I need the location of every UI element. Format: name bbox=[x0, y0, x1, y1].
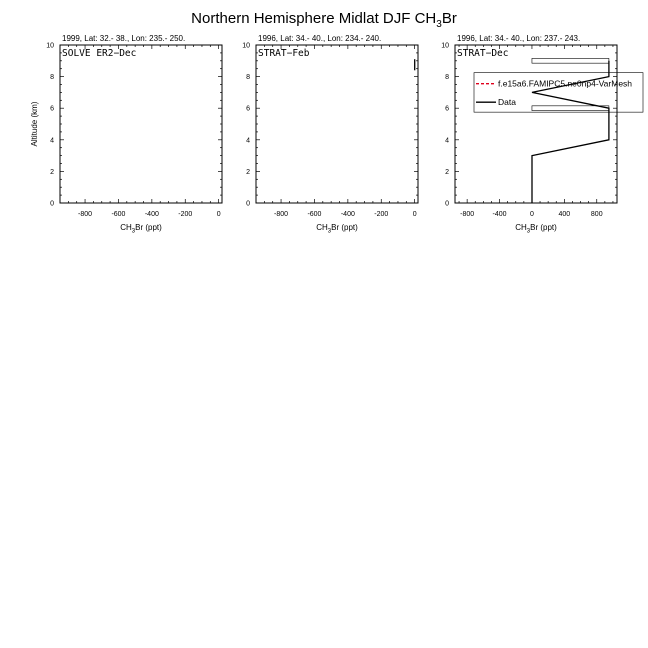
x-tick-label: -600 bbox=[307, 211, 322, 218]
y-tick-label: 8 bbox=[50, 74, 54, 82]
y-tick-label: 4 bbox=[445, 137, 449, 145]
x-tick-label: -400 bbox=[144, 211, 159, 218]
x-tick-label: 0 bbox=[412, 211, 417, 218]
y-tick-label: 8 bbox=[246, 74, 250, 82]
y-tick-label: 2 bbox=[445, 168, 449, 176]
x-tick-label: -800 bbox=[460, 211, 475, 218]
panel-subtitle: 1996, Lat: 34.- 40., Lon: 234.- 240. bbox=[258, 34, 382, 43]
x-axis-label: $CH_3Br$ (ppt) bbox=[316, 223, 358, 235]
panel-title: STRAT−Dec bbox=[457, 48, 509, 59]
y-tick-label: 2 bbox=[50, 168, 54, 176]
x-tick-label: -400 bbox=[492, 211, 507, 218]
x-tick-label: -800 bbox=[274, 211, 289, 218]
x-axis-label: $CH_3Br$ (ppt) bbox=[515, 223, 557, 235]
x-tick-label: -600 bbox=[111, 211, 126, 218]
y-tick-label: 6 bbox=[445, 105, 449, 113]
panel-title: STRAT−Feb bbox=[258, 48, 310, 59]
x-tick-label: 0 bbox=[216, 211, 221, 218]
x-tick-label: 0 bbox=[529, 211, 534, 218]
plot-frame bbox=[60, 45, 222, 203]
legend bbox=[474, 58, 643, 112]
panel-subtitle: 1999, Lat: 32.- 38., Lon: 235.- 250. bbox=[62, 34, 186, 43]
x-tick-label: -400 bbox=[340, 211, 355, 218]
figure-title: Northern Hemisphere Midlat DJF $CH_3Br$ bbox=[191, 10, 457, 30]
y-tick-label: 2 bbox=[246, 168, 250, 176]
y-tick-label: 6 bbox=[50, 105, 54, 113]
plot-frame bbox=[256, 45, 418, 203]
y-tick-label: 0 bbox=[445, 200, 449, 208]
x-tick-label: -200 bbox=[374, 211, 389, 218]
panel-subtitle: 1996, Lat: 34.- 40., Lon: 237.- 243. bbox=[457, 34, 581, 43]
y-axis-label: Altitude (km) bbox=[30, 101, 39, 147]
legend-label: Data bbox=[498, 97, 516, 108]
y-tick-label: 6 bbox=[246, 105, 250, 113]
y-tick-label: 10 bbox=[441, 42, 449, 50]
chart-panel-1 bbox=[30, 34, 222, 235]
y-tick-label: 4 bbox=[246, 137, 250, 145]
y-tick-label: 0 bbox=[50, 200, 54, 208]
plot-frame bbox=[455, 45, 617, 203]
legend-label: f.e15a6.FAMIPC5.ne0np4-VarMesh bbox=[498, 78, 633, 89]
chart-panel-2 bbox=[242, 34, 418, 235]
x-axis-label: $CH_3Br$ (ppt) bbox=[120, 223, 162, 235]
x-tick-label: 400 bbox=[558, 211, 571, 218]
x-tick-label: -200 bbox=[178, 211, 193, 218]
chart-panel-3 bbox=[441, 34, 643, 235]
x-tick-label: -800 bbox=[78, 211, 93, 218]
y-tick-label: 8 bbox=[445, 74, 449, 82]
y-tick-label: 4 bbox=[50, 137, 54, 145]
panel-title: SOLVE ER2−Dec bbox=[62, 48, 137, 59]
legend-box-small bbox=[532, 106, 609, 111]
y-tick-label: 10 bbox=[46, 42, 54, 50]
y-tick-label: 10 bbox=[242, 42, 250, 50]
x-tick-label: 800 bbox=[590, 211, 603, 218]
legend-box-small bbox=[532, 58, 609, 63]
y-tick-label: 0 bbox=[246, 200, 250, 208]
